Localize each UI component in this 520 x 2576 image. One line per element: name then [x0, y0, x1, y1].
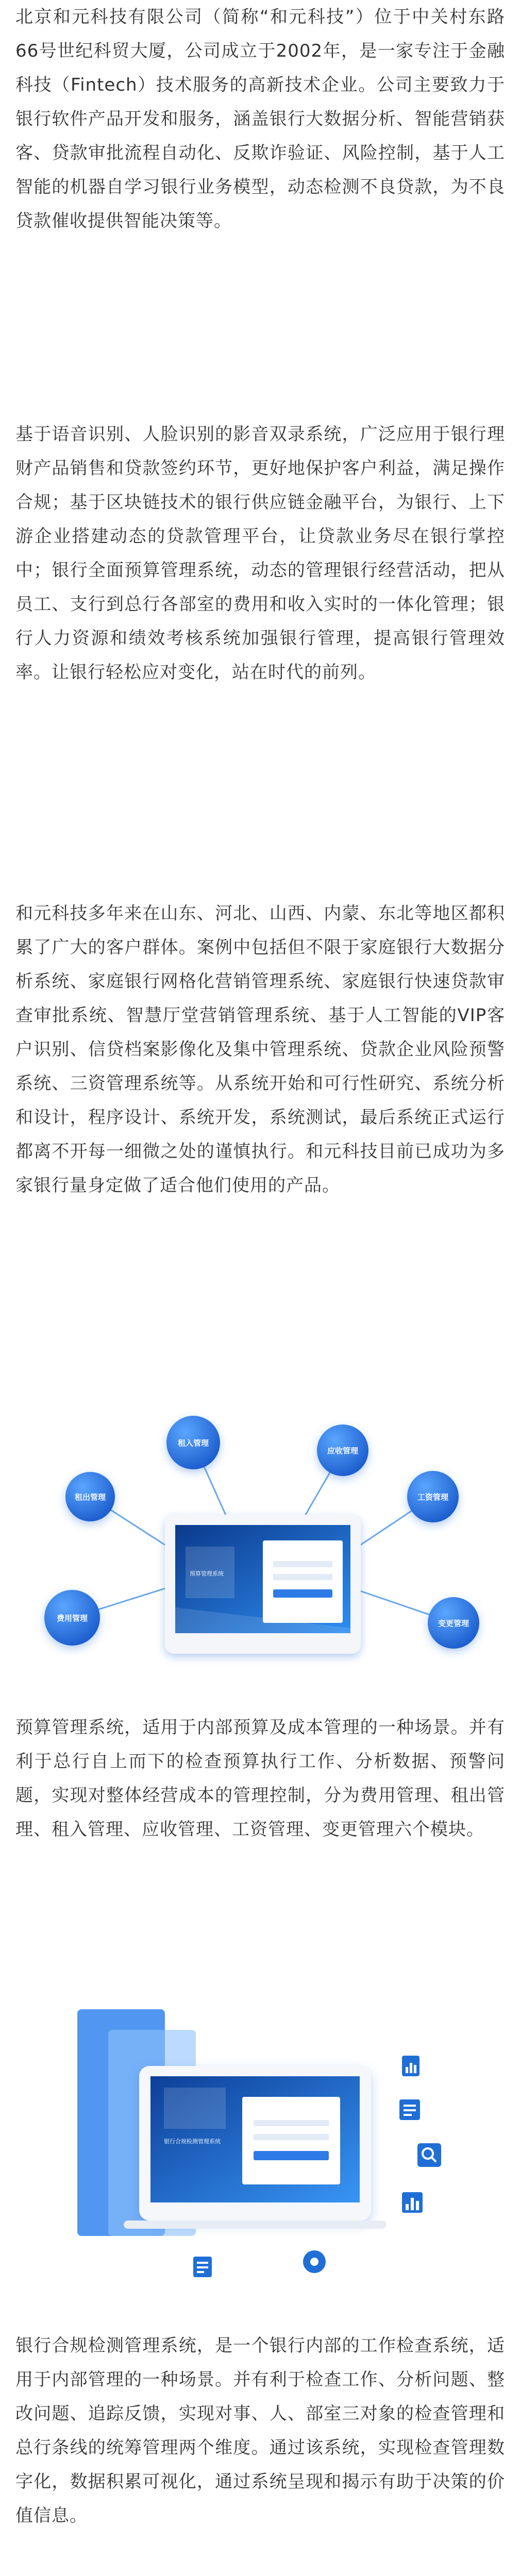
budget-system-illustration	[0, 1412, 520, 1674]
module-bubble-expense	[44, 1590, 100, 1646]
bar-chart-icon	[402, 2192, 423, 2213]
settings-icon	[303, 2250, 326, 2273]
svg-text:费用管理: 费用管理	[56, 1614, 88, 1623]
svg-text:工资管理: 工资管理	[417, 1493, 449, 1502]
module-bubble-rent-out	[65, 1472, 115, 1521]
laptop-illustration	[124, 2066, 387, 2229]
products-paragraph: 基于语音识别、人脸识别的影音双录系统，广泛应用于银行理财产品销售和贷款签约环节，更好地保护客户利益，满足操作合规；基于区块链技术的银行供应链金融平台，为银行、上下游企业搭建动态的贷款管理平台，让贷款业务尽在银行掌控中；银行全面预算管理系统，动态的管理银行经营活动，把从员工、支行到总行各部室的费用和收入实时的一体化管理；银行人力资源和绩效考核系统加强银行管理，提高银行管理效率。让银行轻松应对变化，站在时代的前列。	[15, 424, 505, 683]
compliance-system-paragraph: 银行合规检测管理系统，是一个银行内部的工作检查系统，适用于内部管理的一种场景。并有利于检查工作、分析问题、整改问题、追踪反馈，实现对事、人、部室三对象的检查管理和总行条线的统筹管理两个维度。通过该系统，实现检查管理数字化，数据积累可视化，通过系统呈现和揭示有助于决策的价值信息。	[15, 2335, 505, 2526]
svg-text:应收管理: 应收管理	[327, 1446, 359, 1455]
document-icon	[193, 2257, 212, 2277]
compliance-system-illustration	[0, 1999, 520, 2287]
screen-title: 银行合规检测管理系统	[164, 2138, 221, 2145]
svg-text:租出管理: 租出管理	[74, 1493, 106, 1502]
module-bubble-change	[428, 1597, 479, 1649]
svg-text:租入管理: 租入管理	[177, 1438, 209, 1448]
screen-title: 预算管理系统	[190, 1570, 224, 1577]
clients-paragraph: 和元科技多年来在山东、河北、山西、内蒙、东北等地区都积累了广大的客户群体。案例中包括但不限于家庭银行大数据分析系统、家庭银行网格化营销管理系统、家庭银行快速贷款审查审批系统、智慧厅堂营销管理系统、基于人工智能的VIP客户识别、信贷档案影像化及集中管理系统、贷款企业风险预警系统、三资管理系统等。从系统开始和可行性研究、系统分析和设计，程序设计、系统开发，系统测试，最后系统正式运行都离不开每一细微之处的谨慎执行。和元科技目前已成功为多家银行量身定做了适合他们使用的产品。	[15, 903, 505, 1196]
module-bubble-rent-in	[166, 1416, 220, 1469]
chart-icon	[402, 2056, 420, 2076]
module-bubble-receivable	[317, 1425, 368, 1476]
module-bubble-salary	[407, 1471, 459, 1522]
budget-system-paragraph: 预算管理系统，适用于内部预算及成本管理的一种场景。并有利于总行自上而下的检查预算执行工作、分析数据、预警问题，实现对整体经营成本的管理控制，分为费用管理、租出管理、租入管理、应收管理、工资管理、变更管理六个模块。	[15, 1717, 505, 1840]
svg-text:变更管理: 变更管理	[438, 1619, 469, 1628]
intro-paragraph: 北京和元科技有限公司（简称“和元科技”）位于中关村东路66号世纪科贸大厦，公司成立于2002年，是一家专注于金融科技（Fintech）技术服务的高新技术企业。公司主要致力于银行软件产品开发和服务，涵盖银行大数据分析、智能营销获客、贷款审批流程自动化、反欺诈验证、风险控制，基于人工智能的机器自学习银行业务模型，动态检测不良贷款，为不良贷款催收提供智能决策等。	[15, 7, 505, 231]
laptop-illustration	[165, 1515, 361, 1654]
search-icon	[417, 2143, 441, 2167]
document-icon	[399, 2099, 420, 2120]
